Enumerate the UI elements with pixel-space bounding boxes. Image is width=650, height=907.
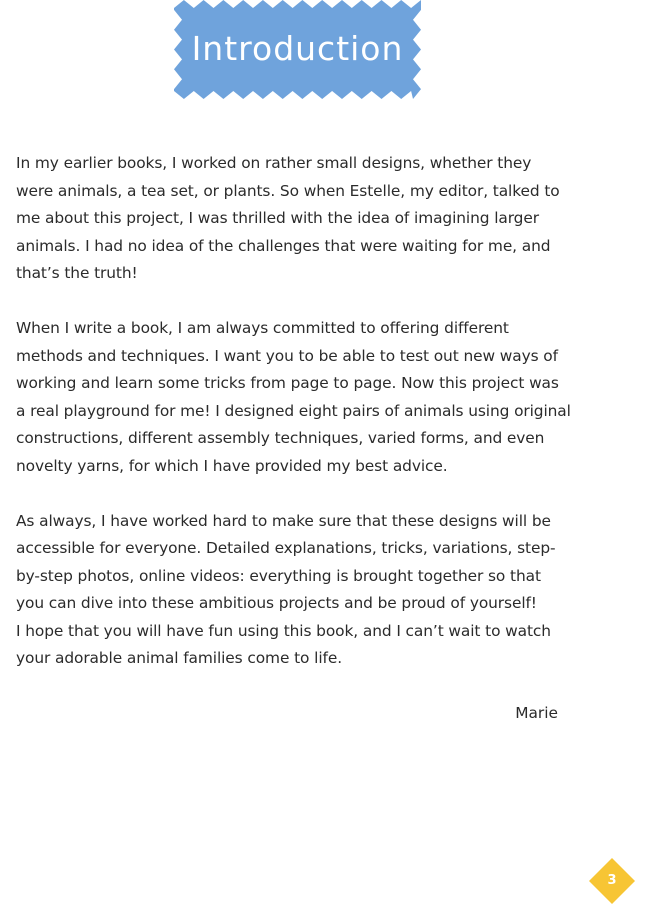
text-line: that’s the truth! (16, 264, 138, 282)
text-line: your adorable animal families come to life. (16, 649, 342, 667)
title-banner (174, 0, 421, 99)
text-line: As always, I have worked hard to make sure that these designs will be (16, 511, 551, 530)
paragraph-2 (16, 315, 571, 480)
text-line: animals. I had no idea of the challenges that were waiting for me, and (16, 236, 551, 255)
text-line: by-step photos, online videos: everything is brought together so that (16, 566, 541, 585)
text-line: In my earlier books, I worked on rather small designs, whether they (16, 154, 532, 172)
text-line: constructions, different assembly techniques, varied forms, and even (16, 429, 545, 447)
paragraph-3 (16, 508, 564, 673)
text-line: accessible for everyone. Detailed explanations, tricks, variations, step- (16, 539, 556, 557)
paragraph-1 (16, 150, 564, 288)
text-line: I hope that you will have fun using this book, and I can’t wait to watch (16, 621, 551, 640)
text-line: me about this project, I was thrilled with the idea of imagining larger (16, 209, 539, 227)
page-title: Introduction (191, 29, 404, 68)
text-line: novelty yarns, for which I have provided my best advice. (16, 456, 448, 475)
text-line: a real playground for me! I designed eight pairs of animals using original (16, 401, 571, 420)
page-number-badge (588, 857, 636, 905)
page-number: 3 (607, 873, 617, 888)
text-line: working and learn some tricks from page to page. Now this project was (16, 374, 559, 392)
text-line: When I write a book, I am always committed to offering different (16, 319, 509, 337)
introduction-body (16, 150, 571, 700)
text-line: were animals, a tea set, or plants. So when Estelle, my editor, talked to (16, 181, 560, 200)
text-line: you can dive into these ambitious projects and be proud of yourself! (16, 594, 537, 612)
author-signature: Marie (515, 704, 558, 722)
text-line: methods and techniques. I want you to be able to test out new ways of (16, 346, 558, 365)
